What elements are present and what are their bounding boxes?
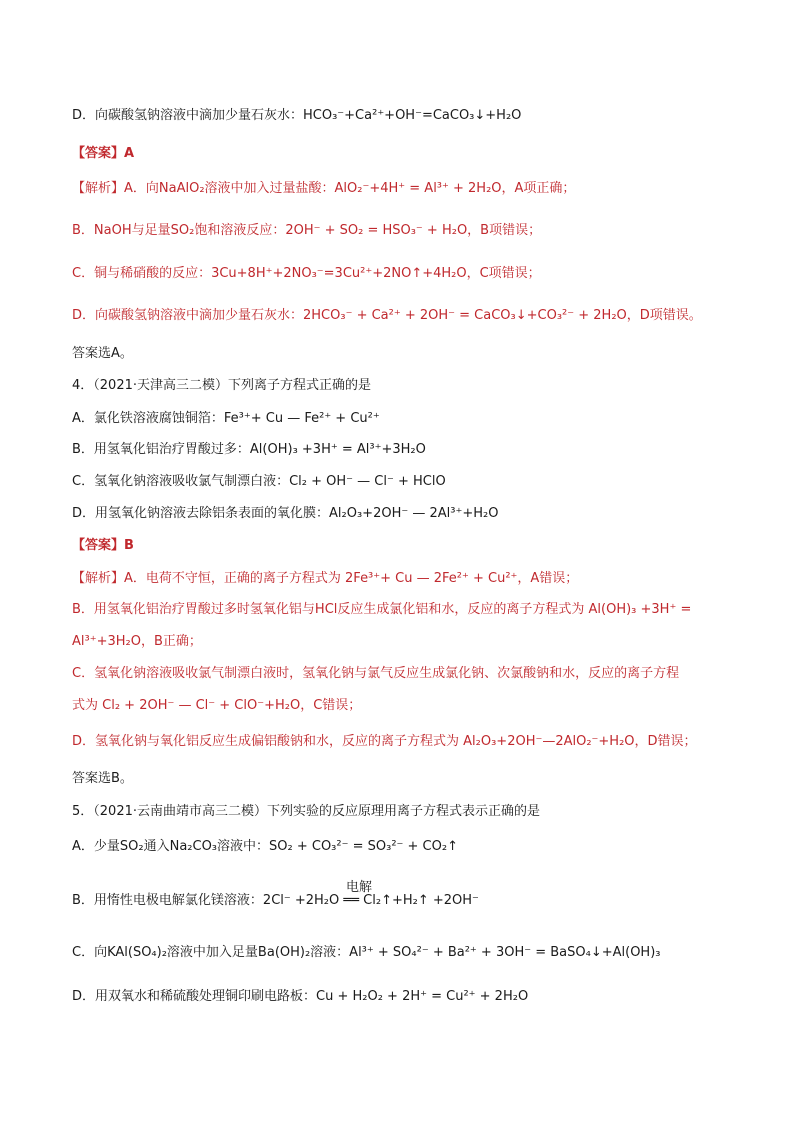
answer-summary-4: 答案选B。	[72, 771, 133, 786]
question-5-option-b: B．用惰性电极电解氯化镁溶液：2Cl⁻ +2H₂O ══ Cl₂↑+H₂↑ +2OH⁻	[72, 893, 479, 908]
question-5-stem: 5．（2021·云南曲靖市高三二模）下列实验的反应原理用离子方程式表示正确的是	[72, 804, 540, 819]
analysis-3-d: D．向碳酸氢钠溶液中滴加少量石灰水：2HCO₃⁻ + Ca²⁺ + 2OH⁻ = CaCO₃↓+CO₃²⁻ + 2H₂O，D项错误。	[72, 308, 702, 323]
question-5-option-d: D．用双氧水和稀硫酸处理铜印刷电路板：Cu + H₂O₂ + 2H⁺ = Cu²⁺ + 2H₂O	[72, 989, 529, 1004]
analysis-3-b: B．NaOH与足量SO₂饱和溶液反应：2OH⁻ + SO₂ = HSO₃⁻ + H₂O，B项错误；	[72, 223, 542, 238]
electrolysis-condition-label: 电解	[346, 880, 373, 895]
question-4-option-b: B．用氢氧化铝治疗胃酸过多：Al(OH)₃ +3H⁺ = Al³⁺+3H₂O	[72, 442, 426, 457]
analysis-4-b: B．用氢氧化铝治疗胃酸过多时氢氧化铝与HCl反应生成氯化铝和水，反应的离子方程式为 Al(OH)₃ +3H⁺ =	[72, 602, 692, 617]
question-4-option-c: C．氢氧化钠溶液吸收氯气制漂白液：Cl₂ + OH⁻ — Cl⁻ + HClO	[72, 474, 446, 489]
answer-summary-3: 答案选A。	[72, 346, 133, 361]
analysis-4-c: C．氢氧化钠溶液吸收氯气制漂白液时，氢氧化钠与氯气反应生成氯化钠、次氯酸钠和水，反应的离子方程	[72, 666, 680, 681]
analysis-4-a: 【解析】A．电荷不守恒，正确的离子方程式为 2Fe³⁺+ Cu — 2Fe²⁺ + Cu²⁺，A错误；	[72, 571, 579, 586]
analysis-3-c: C．铜与稀硝酸的反应：3Cu+8H⁺+2NO₃⁻=3Cu²⁺+2NO↑+4H₂O，C项错误；	[72, 266, 541, 281]
question-4-stem: 4．（2021·天津高三二模）下列离子方程式正确的是	[72, 378, 371, 393]
question-4-option-a: A．氯化铁溶液腐蚀铜箔：Fe³⁺+ Cu — Fe²⁺ + Cu²⁺	[72, 411, 380, 426]
analysis-3-a: 【解析】A．向NaAlO₂溶液中加入过量盐酸：AlO₂⁻+4H⁺ = Al³⁺ + 2H₂O，A项正确；	[72, 181, 576, 196]
answer-label-4: 【答案】B	[72, 538, 134, 553]
analysis-4-d: D．氢氧化钠与氧化铝反应生成偏铝酸钠和水，反应的离子方程式为 Al₂O₃+2OH⁻—2AlO₂⁻+H₂O，D错误；	[72, 734, 697, 749]
analysis-4-b-cont: Al³⁺+3H₂O，B正确；	[72, 634, 202, 649]
question-5-option-a: A．少量SO₂通入Na₂CO₃溶液中：SO₂ + CO₃²⁻ = SO₃²⁻ + CO₂↑	[72, 839, 458, 854]
answer-label-3: 【答案】A	[72, 146, 135, 161]
analysis-4-c-cont: 式为 Cl₂ + 2OH⁻ — Cl⁻ + ClO⁻+H₂O，C错误；	[72, 698, 362, 713]
question-4-option-d: D．用氢氧化钠溶液去除铝条表面的氧化膜：Al₂O₃+2OH⁻ — 2Al³⁺+H₂O	[72, 506, 499, 521]
question-5-option-c: C．向KAl(SO₄)₂溶液中加入足量Ba(OH)₂溶液：Al³⁺ + SO₄²⁻ + Ba²⁺ + 3OH⁻ = BaSO₄↓+Al(OH)₃	[72, 945, 661, 960]
line-0: D．向碳酸氢钠溶液中滴加少量石灰水：HCO₃⁻+Ca²⁺+OH⁻=CaCO₃↓+H₂O	[72, 108, 522, 123]
